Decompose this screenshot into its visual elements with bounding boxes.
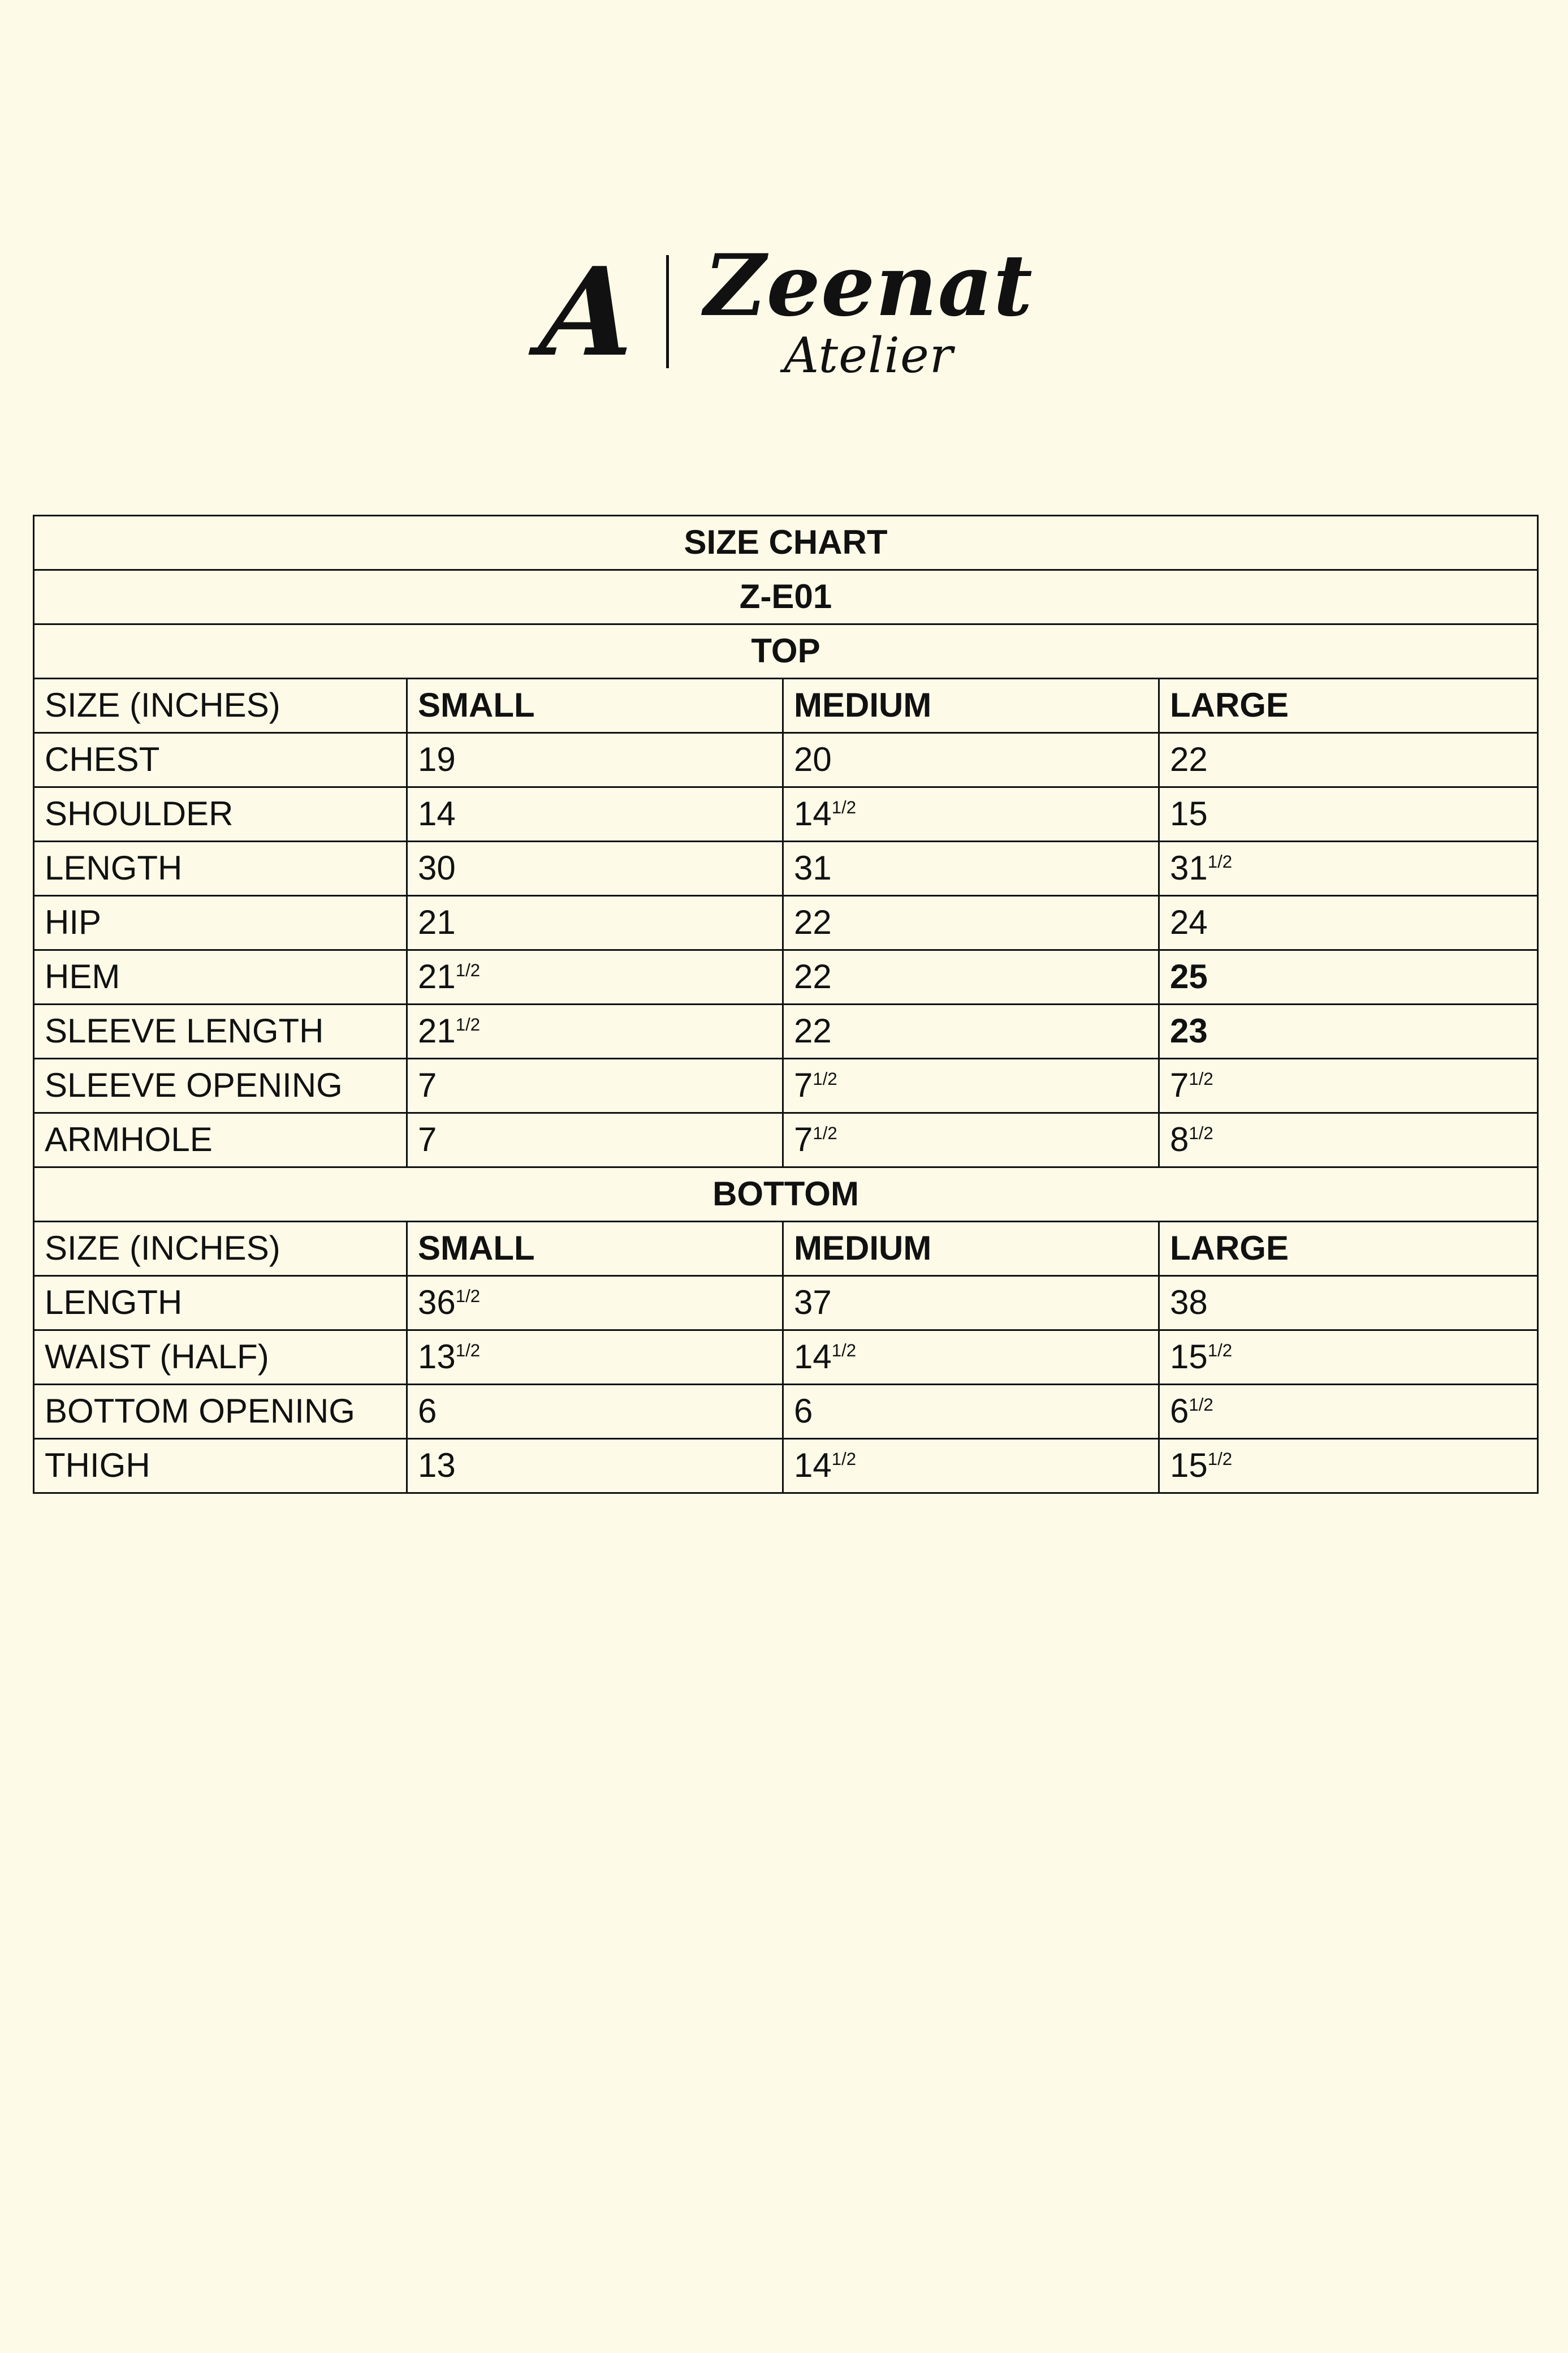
table-code-row bbox=[34, 570, 1538, 624]
cell-large: $15^{1/2}$ bbox=[1159, 1439, 1538, 1493]
cell-small: 7 bbox=[407, 1059, 783, 1113]
cell-medium: $14^{1/2}$ bbox=[783, 1330, 1159, 1385]
row-label: SHOULDER bbox=[34, 787, 407, 842]
column-header-top bbox=[34, 679, 1538, 733]
row-label: SLEEVE LENGTH bbox=[34, 1005, 407, 1059]
cell-large: 24 bbox=[1159, 896, 1538, 950]
cell-medium: 6 bbox=[783, 1385, 1159, 1439]
row-label: LENGTH bbox=[34, 842, 407, 896]
column-header-bottom bbox=[34, 1222, 1538, 1276]
row-label: WAIST (HALF) bbox=[34, 1330, 407, 1385]
monogram-icon: A bbox=[535, 240, 636, 383]
col-header-large: LARGE bbox=[1159, 679, 1538, 733]
cell-medium: 20 bbox=[783, 733, 1159, 787]
table-row bbox=[34, 896, 1538, 950]
cell-medium: $14^{1/2}$ bbox=[783, 1439, 1159, 1493]
cell-medium: 22 bbox=[783, 896, 1159, 950]
col-header-measure: SIZE (INCHES) bbox=[34, 1222, 407, 1276]
row-label: THIGH bbox=[34, 1439, 407, 1493]
size-chart-table-wrap bbox=[33, 515, 1537, 1494]
table-row bbox=[34, 1385, 1538, 1439]
cell-small: 19 bbox=[407, 733, 783, 787]
section-title: TOP bbox=[34, 624, 1538, 679]
col-header-large: LARGE bbox=[1159, 1222, 1538, 1276]
cell-small: 7 bbox=[407, 1113, 783, 1167]
row-label: LENGTH bbox=[34, 1276, 407, 1330]
row-label: HEM bbox=[34, 950, 407, 1005]
cell-small: 6 bbox=[407, 1385, 783, 1439]
row-label: BOTTOM OPENING bbox=[34, 1385, 407, 1439]
cell-medium: $14^{1/2}$ bbox=[783, 787, 1159, 842]
cell-medium: $7^{1/2}$ bbox=[783, 1059, 1159, 1113]
cell-large: 38 bbox=[1159, 1276, 1538, 1330]
cell-large: $6^{1/2}$ bbox=[1159, 1385, 1538, 1439]
cell-medium: 22 bbox=[783, 1005, 1159, 1059]
section-header-bottom bbox=[34, 1167, 1538, 1222]
cell-small: $21^{1/2}$ bbox=[407, 1005, 783, 1059]
table-row bbox=[34, 787, 1538, 842]
table-title-row bbox=[34, 516, 1538, 570]
table-row bbox=[34, 1276, 1538, 1330]
cell-large: $8^{1/2}$ bbox=[1159, 1113, 1538, 1167]
cell-small: 14 bbox=[407, 787, 783, 842]
table-row bbox=[34, 1439, 1538, 1493]
brand-divider bbox=[666, 255, 669, 368]
cell-large: 15 bbox=[1159, 787, 1538, 842]
cell-medium: 37 bbox=[783, 1276, 1159, 1330]
cell-large: $15^{1/2}$ bbox=[1159, 1330, 1538, 1385]
cell-small: 13 bbox=[407, 1439, 783, 1493]
cell-medium: 22 bbox=[783, 950, 1159, 1005]
brand-wordmark bbox=[704, 236, 1033, 384]
cell-large: 23 bbox=[1159, 1005, 1538, 1059]
cell-large: 22 bbox=[1159, 733, 1538, 787]
table-row bbox=[34, 733, 1538, 787]
cell-small: $36^{1/2}$ bbox=[407, 1276, 783, 1330]
brand-subtitle: Atelier bbox=[783, 327, 954, 384]
col-header-measure: SIZE (INCHES) bbox=[34, 679, 407, 733]
cell-large: $31^{1/2}$ bbox=[1159, 842, 1538, 896]
row-label: ARMHOLE bbox=[34, 1113, 407, 1167]
table-row bbox=[34, 1059, 1538, 1113]
cell-small: $21^{1/2}$ bbox=[407, 950, 783, 1005]
cell-medium: $7^{1/2}$ bbox=[783, 1113, 1159, 1167]
cell-small: 30 bbox=[407, 842, 783, 896]
col-header-small: SMALL bbox=[407, 1222, 783, 1276]
size-chart-table bbox=[33, 515, 1539, 1494]
row-label: CHEST bbox=[34, 733, 407, 787]
row-label: SLEEVE OPENING bbox=[34, 1059, 407, 1113]
page-title: SIZE CHART bbox=[34, 516, 1538, 570]
col-header-medium: MEDIUM bbox=[783, 679, 1159, 733]
cell-small: 21 bbox=[407, 896, 783, 950]
cell-large: $7^{1/2}$ bbox=[1159, 1059, 1538, 1113]
cell-small: $13^{1/2}$ bbox=[407, 1330, 783, 1385]
col-header-medium: MEDIUM bbox=[783, 1222, 1159, 1276]
cell-large: 25 bbox=[1159, 950, 1538, 1005]
section-title: BOTTOM bbox=[34, 1167, 1538, 1222]
section-header-top bbox=[34, 624, 1538, 679]
brand-name: Zeenat bbox=[704, 236, 1033, 335]
row-label: HIP bbox=[34, 896, 407, 950]
cell-medium: 31 bbox=[783, 842, 1159, 896]
style-code: Z-E01 bbox=[34, 570, 1538, 624]
table-row bbox=[34, 1005, 1538, 1059]
table-row bbox=[34, 1113, 1538, 1167]
table-row bbox=[34, 950, 1538, 1005]
brand-logo bbox=[0, 236, 1568, 384]
table-row bbox=[34, 842, 1538, 896]
table-row bbox=[34, 1330, 1538, 1385]
col-header-small: SMALL bbox=[407, 679, 783, 733]
